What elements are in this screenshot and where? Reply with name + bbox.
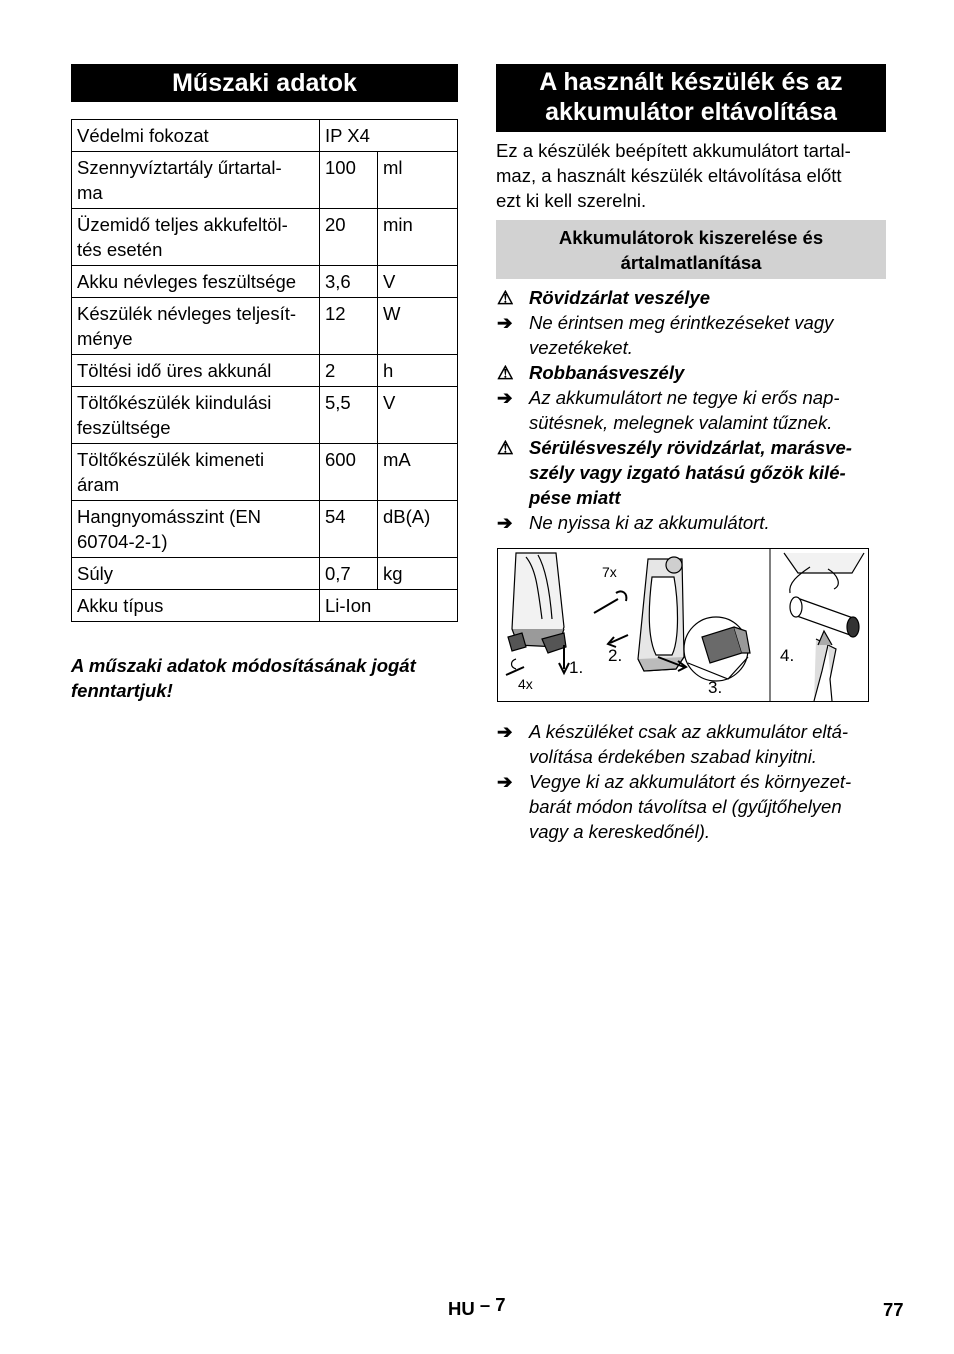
spec-name: Akku típus: [72, 590, 320, 622]
spec-row: [72, 298, 458, 355]
safety-warnings: [496, 285, 886, 535]
disposal-heading-line2: akkumulátor eltávolítása: [545, 98, 837, 126]
spec-unit: dB(A): [378, 501, 458, 558]
spec-row: [72, 444, 458, 501]
spec-value: 5,5: [320, 387, 378, 444]
instruction-text: A készüléket csak az akkumulátor eltá- volítása érdekében szabad kinyitni.: [529, 721, 849, 767]
spec-unit: W: [378, 298, 458, 355]
warning-item: [496, 435, 886, 510]
spec-unit: min: [378, 209, 458, 266]
warning-text: Sérülésveszély rövidzárlat, marásve- szély vagy izgató hatású gőzök kilé- pése miatt: [529, 437, 852, 508]
arrow-right-icon: ➔: [497, 312, 513, 333]
battery-removal-subheading: Akkumulátorok kiszerelése és ártalmatlanítása: [496, 220, 886, 279]
spec-value: 20: [320, 209, 378, 266]
specs-change-note: A műszaki adatok módosításának jogát fenntartjuk!: [71, 655, 416, 701]
figure-step1-label: 1.: [569, 658, 584, 677]
instruction-item: [496, 310, 886, 360]
spec-unit: V: [378, 266, 458, 298]
spec-value: 2: [320, 355, 378, 387]
spec-row: [72, 152, 458, 209]
footer-lang-code: HU: [448, 1298, 475, 1319]
spec-name: Akku névleges feszültsége: [72, 266, 320, 298]
spec-value: 0,7: [320, 558, 378, 590]
spec-row: [72, 120, 458, 152]
instruction-text: Az akkumulátort ne tegye ki erős nap- sütésnek, melegnek valamint tűznek.: [529, 387, 840, 433]
spec-unit: mA: [378, 444, 458, 501]
warning-triangle-icon: ⚠: [497, 437, 514, 458]
warning-item: [496, 360, 886, 385]
arrow-right-icon: ➔: [497, 771, 513, 792]
figure-step3-label: 3.: [708, 678, 723, 697]
instruction-text: Vegye ki az akkumulátort és környezet- barát módon távolítsa el (gyűjtőhelyen vagy a kereskedőnél).: [529, 771, 852, 842]
spec-value: Li-Ion: [320, 590, 458, 622]
warning-triangle-icon: ⚠: [497, 362, 514, 383]
spec-name: Töltési idő üres akkunál: [72, 355, 320, 387]
spec-value: 3,6: [320, 266, 378, 298]
spec-name: Szennyvíztartály űrtartal- ma: [72, 152, 320, 209]
disposal-column: [496, 64, 886, 844]
technical-data-heading: Műszaki adatok: [71, 64, 458, 102]
technical-data-column: [71, 64, 458, 703]
spec-value: IP X4: [320, 120, 458, 152]
spec-unit: V: [378, 387, 458, 444]
spec-row: [72, 558, 458, 590]
spec-value: 12: [320, 298, 378, 355]
instruction-item: [496, 510, 886, 535]
arrow-right-icon: ➔: [497, 721, 513, 742]
figure-step2-label: 2.: [608, 646, 623, 665]
battery-removal-figure: [497, 548, 869, 702]
spec-value: 100: [320, 152, 378, 209]
instruction-text: Ne érintsen meg érintkezéseket vagy vezetékeket.: [529, 312, 834, 358]
spec-row: [72, 387, 458, 444]
spec-unit: h: [378, 355, 458, 387]
spec-unit: kg: [378, 558, 458, 590]
spec-row: [72, 355, 458, 387]
figure-7x-label: 7x: [602, 564, 617, 580]
figure-step4-label: 4.: [780, 646, 795, 665]
footer-section-page: – 7: [479, 1294, 506, 1315]
spec-value: 54: [320, 501, 378, 558]
instruction-item: [496, 719, 886, 769]
figure-4x-label: 4x: [518, 676, 533, 692]
panel-cut-wires: [770, 549, 864, 701]
arrow-right-icon: ➔: [497, 512, 513, 533]
instruction-text: Ne nyissa ki az akkumulátort.: [529, 512, 770, 533]
disposal-intro: Ez a készülék beépített akkumulátort tartal- maz, a használt készülék eltávolítása előtt ezt ki kell szerelni.: [496, 140, 851, 211]
spec-name: Töltőkészülék kimeneti áram: [72, 444, 320, 501]
spec-row: [72, 590, 458, 622]
disposal-steps: [496, 719, 886, 844]
spec-name: Súly: [72, 558, 320, 590]
footer-page-number: 77: [883, 1299, 904, 1320]
spec-value: 600: [320, 444, 378, 501]
warning-triangle-icon: ⚠: [497, 287, 514, 308]
battery-removal-illustration: [498, 549, 868, 701]
spec-name: Készülék névleges teljesít- ménye: [72, 298, 320, 355]
spec-name: Töltőkészülék kiindulási feszültsége: [72, 387, 320, 444]
spec-row: [72, 209, 458, 266]
arrow-right-icon: ➔: [497, 387, 513, 408]
spec-row: [72, 266, 458, 298]
warning-item: [496, 285, 886, 310]
disposal-heading-line1: A használt készülék és az: [539, 68, 843, 96]
spec-name: Üzemidő teljes akkufeltöl- tés esetén: [72, 209, 320, 266]
disposal-heading: [496, 64, 886, 132]
spec-name: Hangnyomásszint (EN 60704-2-1): [72, 501, 320, 558]
spec-table: [71, 119, 458, 622]
spec-row: [72, 501, 458, 558]
warning-text: Rövidzárlat veszélye: [529, 287, 710, 308]
spec-name: Védelmi fokozat: [72, 120, 320, 152]
panel-device-bottom: [506, 553, 569, 675]
instruction-item: [496, 385, 886, 435]
spec-unit: ml: [378, 152, 458, 209]
warning-text: Robbanásveszély: [529, 362, 685, 383]
instruction-item: [496, 769, 886, 844]
footer-language: [448, 1294, 506, 1320]
